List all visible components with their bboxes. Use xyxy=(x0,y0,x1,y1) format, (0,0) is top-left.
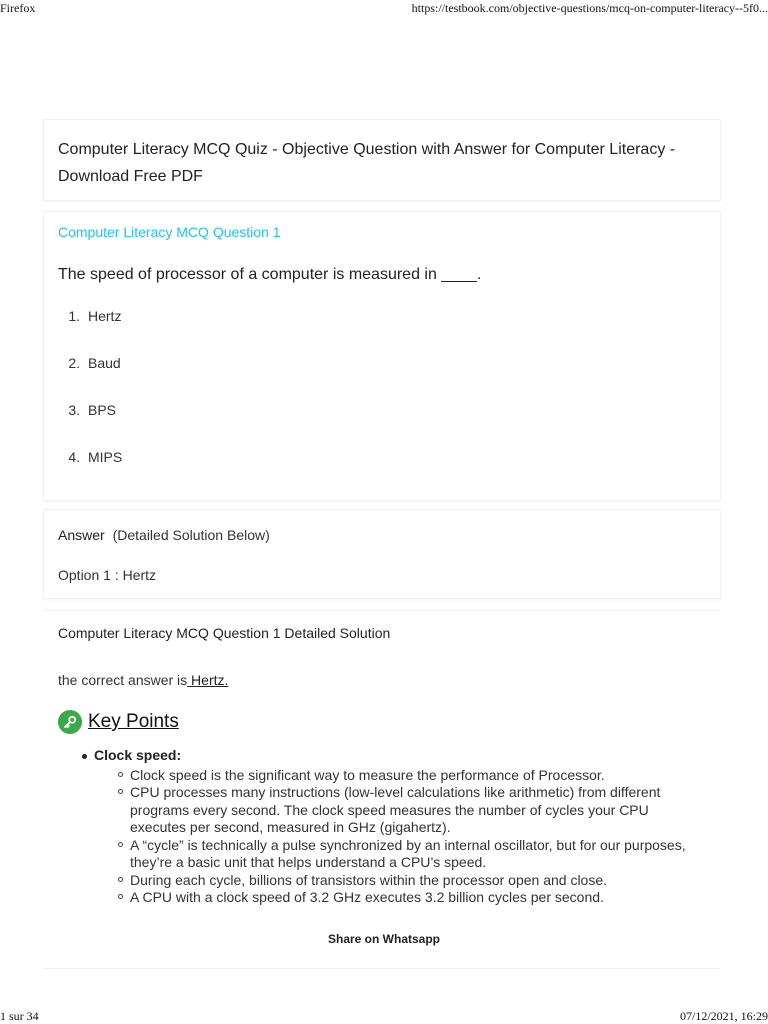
question-text: The speed of processor of a computer is measured in ____. xyxy=(58,266,482,283)
page-title: Computer Literacy MCQ Quiz - Objective Question with Answer for Computer Literacy - Download Free PDF xyxy=(58,141,676,185)
sub-point-item: Clock speed is the significant way to measure the performance of Processor. xyxy=(94,767,706,785)
key-points-title: Key Points xyxy=(88,711,179,732)
answer-card xyxy=(44,510,720,598)
question-card xyxy=(44,212,720,500)
option-text: MIPS xyxy=(88,449,123,465)
sub-point-item: A “cycle” is technically a pulse synchronized by an internal oscillator, but for our purposes, they’re a basic unit that helps understand a CPU’s speed. xyxy=(94,837,706,872)
sub-point-item: During each cycle, billions of transistors within the processor open and close. xyxy=(94,872,706,890)
share-whatsapp-button[interactable]: Share on Whatsapp xyxy=(327,932,440,946)
solution-card xyxy=(44,610,720,970)
sub-point-item: CPU processes many instructions (low-level calculations like arithmetic) from different programs every second. The clock speed measures the number of cycles your CPU executes per second, measured in GHz (gigahertz). xyxy=(94,784,706,837)
key-points-header xyxy=(58,707,706,737)
answer-label: Answer xyxy=(58,527,105,543)
answer-heading xyxy=(58,525,706,545)
correct-answer-prefix: the correct answer is xyxy=(58,672,188,688)
answer-value: Option 1 : Hertz xyxy=(58,567,157,583)
option-text: Baud xyxy=(88,355,121,371)
option-number: 2. xyxy=(68,355,80,371)
option-number: 4. xyxy=(68,449,80,465)
print-datetime: 07/12/2021, 16:29 xyxy=(679,1009,768,1023)
key-point-item xyxy=(58,747,706,907)
option-item[interactable] xyxy=(58,401,706,448)
question-label: Computer Literacy MCQ Question 1 xyxy=(58,224,281,240)
option-number: 3. xyxy=(68,402,80,418)
option-text: Hertz xyxy=(88,308,122,324)
options-list xyxy=(58,307,706,495)
option-number: 1. xyxy=(68,308,80,324)
option-item[interactable] xyxy=(58,307,706,354)
print-header-app: Firefox xyxy=(0,1,36,15)
key-points-list xyxy=(58,747,706,907)
option-text: BPS xyxy=(88,402,117,418)
print-header xyxy=(0,0,768,16)
page-counter: 1 sur 34 xyxy=(0,1009,39,1023)
key-icon xyxy=(58,710,82,734)
correct-answer-line xyxy=(58,670,706,690)
answer-sublabel: (Detailed Solution Below) xyxy=(112,527,270,543)
sub-point-item: A CPU with a clock speed of 3.2 GHz executes 3.2 billion cycles per second. xyxy=(94,889,706,907)
solution-title: Computer Literacy MCQ Question 1 Detailed Solution xyxy=(58,625,391,641)
title-card xyxy=(44,120,720,200)
print-footer xyxy=(0,1008,768,1024)
option-item[interactable] xyxy=(58,354,706,401)
divider xyxy=(44,968,720,969)
sub-points-list xyxy=(94,767,706,907)
print-header-url[interactable]: https://testbook.com/objective-questions/mcq-on-computer-literacy--5f0... xyxy=(411,1,768,15)
option-item[interactable] xyxy=(58,448,706,495)
correct-answer-value: Hertz. xyxy=(187,672,229,688)
key-point-heading: Clock speed: xyxy=(94,747,182,763)
